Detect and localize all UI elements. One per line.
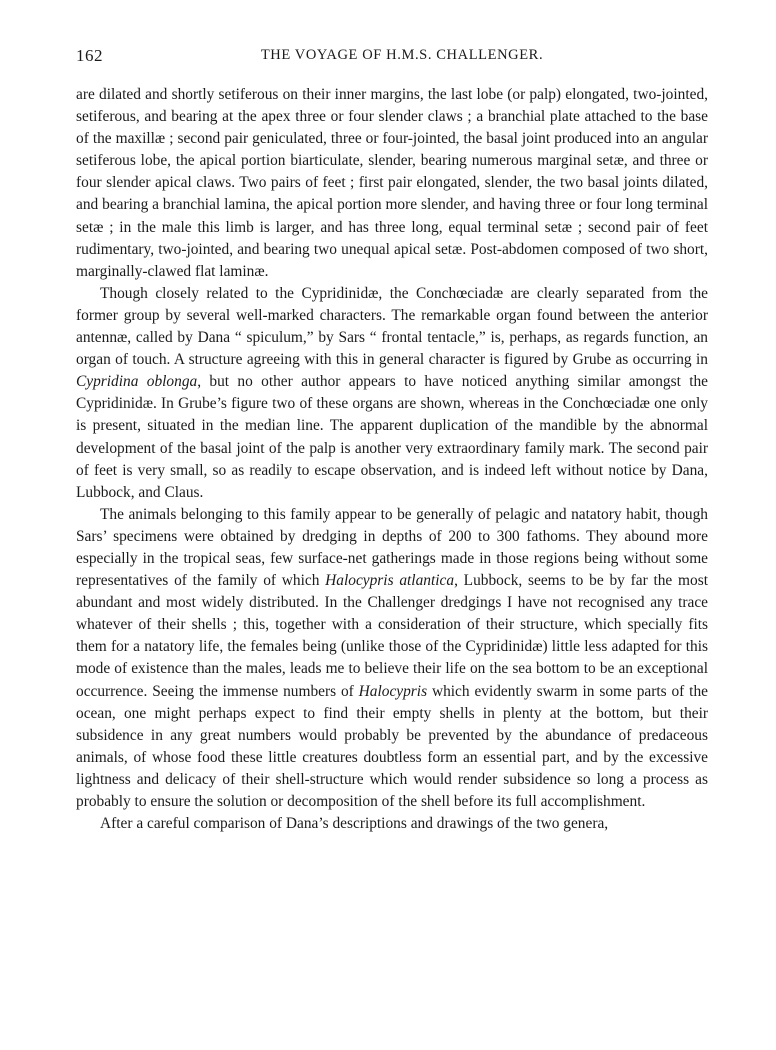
text-run: , but no other author appears to have noticed anything similar amongst the Cypridinidæ. In Grube’s figure two of these organs are shown, whereas in the Conchœciadæ one only is present, situated in the median line. The apparent duplication of the mandible by the abnormal development of the basal joint of the palp is another very extraordinary family mark. The second pair of feet is very small, so as readily to escape observation, and is indeed left without notice by Dana, Lubbock, and Claus. bbox=[76, 373, 709, 501]
page-header bbox=[76, 46, 708, 68]
text-run: Though closely related to the Cypridinidæ, the Conchœciadæ are clearly separated from the former group by several well-marked characters. The remarkable organ found between the anterior antennæ, called by Dana “ spiculum,” by Sars “ frontal tentacle,” is, perhaps, as regards function, an organ of touch. A structure agreeing with this in general character is figured by Grube as occurring in bbox=[76, 284, 708, 369]
text-run: , Lubbock, seems to be by far the most abundant and most widely distributed. In the Challenger dredgings I have not recognised any trace whatever of their shells ; this, together with a consideration of their structure, which specially fits them for a natatory life, the females being (unlike those of the Cypridinidæ) little less adapted for this mode of existence than the males, leads me to believe their life on the sea bottom to be an exceptional occurrence. Seeing the immense numbers of bbox=[76, 572, 708, 700]
paragraph-2 bbox=[76, 283, 708, 504]
italic-run: Halocypris atlantica bbox=[325, 572, 455, 590]
paragraph-3 bbox=[76, 504, 708, 813]
text-run: The animals belonging to this family appear to be generally of pelagic and natatory habit, though Sars’ specimens were obtained by dredging in depths of 200 to 300 fathoms. They abound more especially in the tropical seas, few surface-net gatherings made in those regions being without some representatives of the family of which bbox=[76, 505, 708, 590]
running-head: THE VOYAGE OF H.M.S. CHALLENGER. bbox=[260, 47, 544, 63]
body-text bbox=[76, 84, 708, 835]
italic-run: Cypridina oblonga bbox=[76, 373, 198, 391]
text-run: are dilated and shortly setiferous on their inner margins, the last lobe (or palp) elongated, two-jointed, setiferous, and bearing at the apex three or four slender claws ; a branchial plate attached to the base of the maxillæ ; second pair geniculated, three or four-jointed, the basal joint produced into an angular setiferous lobe, the apical portion biarticulate, slender, bearing numerous marginal setæ, and three or four slender apical claws. Two pairs of feet ; first pair elongated, slender, the two basal joints dilated, and bearing a branchial lamina, the apical portion more slender, and having three or four long terminal setæ ; in the male this limb is larger, and has three long, equal terminal setæ ; second pair of feet rudimentary, two-jointed, and bearing two unequal apical setæ. Post-abdomen composed of two short, marginally-clawed flat laminæ. bbox=[76, 86, 708, 280]
paragraph-1 bbox=[76, 84, 708, 283]
paragraph-4 bbox=[76, 813, 708, 835]
page-number: 162 bbox=[76, 46, 103, 65]
italic-run: Halocypris bbox=[358, 682, 428, 700]
text-run: which evidently swarm in some parts of the ocean, one might perhaps expect to find their empty shells in plenty at the bottom, but their subsidence in any great numbers would probably be prevented by the abundance of predaceous animals, of whose food these little creatures doubtless form an essential part, and by the excessive lightness and delicacy of their shell-structure which would render subsidence so long a process as probably to ensure the solution or decomposition of the shell before its full accomplishment. bbox=[76, 682, 708, 810]
text-run: After a careful comparison of Dana’s descriptions and drawings of the two genera, bbox=[100, 815, 609, 833]
